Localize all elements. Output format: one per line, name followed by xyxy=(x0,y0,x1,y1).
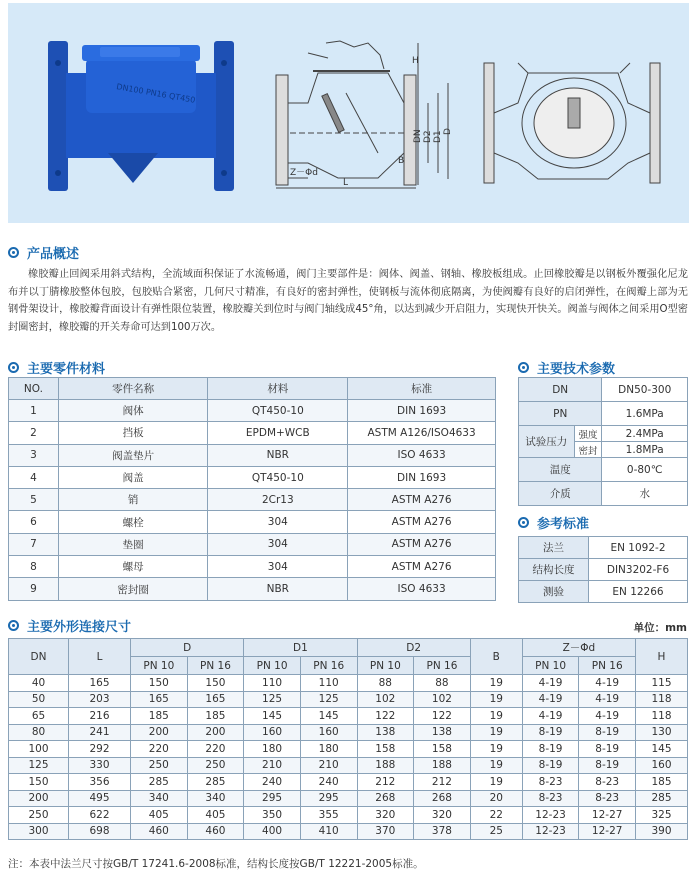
cell: 285 xyxy=(131,774,188,791)
cell: 188 xyxy=(357,757,414,774)
tech-table xyxy=(518,377,688,506)
cell: 158 xyxy=(357,741,414,758)
cell: 180 xyxy=(244,741,301,758)
cell: 2 xyxy=(9,422,59,444)
valve-photo xyxy=(48,41,234,191)
parts-heading xyxy=(8,358,105,377)
table-row xyxy=(9,533,496,555)
col-header: 零件名称 xyxy=(58,378,208,400)
valve-body-marking: DN100 PN16 QT450 xyxy=(115,82,196,105)
col-header: 标准 xyxy=(348,378,496,400)
table-row xyxy=(9,741,688,758)
cell: 200 xyxy=(187,724,244,741)
cell: 292 xyxy=(69,741,131,758)
table-row xyxy=(9,708,688,725)
cell: 25 xyxy=(470,823,522,840)
cell: 螺栓 xyxy=(58,511,208,533)
col-subheader: PN 16 xyxy=(300,657,357,675)
cell: 125 xyxy=(300,691,357,708)
cell: 268 xyxy=(414,790,471,807)
cell: 185 xyxy=(131,708,188,725)
cell: 285 xyxy=(187,774,244,791)
table-row xyxy=(9,724,688,741)
cell: ASTM A276 xyxy=(348,533,496,555)
cell: 241 xyxy=(69,724,131,741)
cell: 19 xyxy=(470,774,522,791)
dimensions-table xyxy=(8,638,688,840)
cell: 304 xyxy=(208,533,348,555)
cell: 4-19 xyxy=(522,691,579,708)
cell: 密封圈 xyxy=(58,578,208,600)
cell: 8-23 xyxy=(522,774,579,791)
footnote: 注：本表中法兰尺寸按GB/T 17241.6-2008标准，结构长度按GB/T 12221-2005标准。 xyxy=(8,858,424,870)
col-header: B xyxy=(470,639,522,675)
cell: 212 xyxy=(414,774,471,791)
cell: 125 xyxy=(9,757,69,774)
label-D1: D1 xyxy=(433,130,443,143)
cell: 378 xyxy=(414,823,471,840)
circle-dot-icon xyxy=(8,620,19,631)
cell: 320 xyxy=(357,807,414,824)
cell: 7 xyxy=(9,533,59,555)
cell: 19 xyxy=(470,724,522,741)
col-header: Z－Φd xyxy=(522,639,635,657)
parts-title: 主要零件材料 xyxy=(27,362,106,377)
parts-header-row xyxy=(9,378,496,400)
cell: 220 xyxy=(131,741,188,758)
cell: 1 xyxy=(9,400,59,422)
cell: QT450-10 xyxy=(208,466,348,488)
dims-header-row xyxy=(9,639,688,657)
cell: 622 xyxy=(69,807,131,824)
cell: NBR xyxy=(208,444,348,466)
cell: 240 xyxy=(300,774,357,791)
col-header: D1 xyxy=(244,639,357,657)
cell: 8-19 xyxy=(522,757,579,774)
valve-illustrations xyxy=(8,3,689,223)
table-row xyxy=(519,458,688,482)
tech-label: PN xyxy=(519,402,602,426)
cell: 180 xyxy=(300,741,357,758)
cell: 125 xyxy=(244,691,301,708)
cell: 200 xyxy=(9,790,69,807)
cell: 22 xyxy=(470,807,522,824)
cell: 216 xyxy=(69,708,131,725)
table-row xyxy=(519,581,688,603)
cell: 160 xyxy=(244,724,301,741)
cell: 118 xyxy=(636,708,688,725)
cell: 12-23 xyxy=(522,823,579,840)
cell: 250 xyxy=(9,807,69,824)
cell: 102 xyxy=(414,691,471,708)
cell: 19 xyxy=(470,675,522,692)
cell: 8-23 xyxy=(579,774,636,791)
table-row xyxy=(9,556,496,578)
tech-label: 温度 xyxy=(519,458,602,482)
cell: 145 xyxy=(636,741,688,758)
label-H: H xyxy=(412,56,419,66)
standards-table xyxy=(518,536,688,603)
cell: 165 xyxy=(131,691,188,708)
col-header: D xyxy=(131,639,244,657)
cell: 405 xyxy=(131,807,188,824)
cell: 460 xyxy=(187,823,244,840)
cell: 9 xyxy=(9,578,59,600)
cell: 12-27 xyxy=(579,823,636,840)
cell: 250 xyxy=(131,757,188,774)
cell: 销 xyxy=(58,489,208,511)
cell: EPDM+WCB xyxy=(208,422,348,444)
label-B: B xyxy=(398,156,405,166)
cell: 100 xyxy=(9,741,69,758)
cell: 145 xyxy=(300,708,357,725)
cell: 4-19 xyxy=(579,675,636,692)
cell: 340 xyxy=(131,790,188,807)
cell: 355 xyxy=(300,807,357,824)
cell: 螺母 xyxy=(58,556,208,578)
table-row xyxy=(519,482,688,506)
cell: 210 xyxy=(300,757,357,774)
cell: 8-19 xyxy=(579,741,636,758)
cell: 405 xyxy=(187,807,244,824)
col-subheader: PN 10 xyxy=(522,657,579,675)
tech-sublabel: 强度 xyxy=(574,426,602,442)
tech-value: 0-80℃ xyxy=(602,458,688,482)
cell: 6 xyxy=(9,511,59,533)
tech-sublabel: 密封 xyxy=(574,442,602,458)
table-row xyxy=(9,444,496,466)
cell: 8-19 xyxy=(522,741,579,758)
cell: 160 xyxy=(300,724,357,741)
cell: 19 xyxy=(470,708,522,725)
cell: 495 xyxy=(69,790,131,807)
section-drawing xyxy=(276,41,448,188)
cell: ISO 4633 xyxy=(348,578,496,600)
cell: 188 xyxy=(414,757,471,774)
col-subheader: PN 16 xyxy=(414,657,471,675)
cell: 50 xyxy=(9,691,69,708)
cell: 268 xyxy=(357,790,414,807)
cell: 150 xyxy=(187,675,244,692)
cell: 88 xyxy=(414,675,471,692)
col-header: H xyxy=(636,639,688,675)
cell: 295 xyxy=(244,790,301,807)
cell: 212 xyxy=(357,774,414,791)
cell: 350 xyxy=(244,807,301,824)
std-label: 测验 xyxy=(519,581,589,603)
table-row xyxy=(9,489,496,511)
cell: 340 xyxy=(187,790,244,807)
table-row xyxy=(9,675,688,692)
parts-table xyxy=(8,377,496,601)
product-image-banner xyxy=(8,3,689,223)
cell: 185 xyxy=(636,774,688,791)
tech-label: DN xyxy=(519,378,602,402)
cell: 285 xyxy=(636,790,688,807)
cell: 356 xyxy=(69,774,131,791)
cell: 320 xyxy=(414,807,471,824)
table-row xyxy=(9,774,688,791)
drawing-labels xyxy=(290,56,453,188)
cell: 150 xyxy=(9,774,69,791)
cell: 4 xyxy=(9,466,59,488)
table-row xyxy=(9,422,496,444)
cell: 4-19 xyxy=(579,691,636,708)
cell: 40 xyxy=(9,675,69,692)
cell: 垫圈 xyxy=(58,533,208,555)
std-label: 结构长度 xyxy=(519,559,589,581)
std-value: DIN3202-F6 xyxy=(589,559,688,581)
cell: 19 xyxy=(470,757,522,774)
cell: 5 xyxy=(9,489,59,511)
cell: 110 xyxy=(300,675,357,692)
table-row xyxy=(519,537,688,559)
col-subheader: PN 10 xyxy=(357,657,414,675)
tech-value: DN50-300 xyxy=(602,378,688,402)
table-row xyxy=(9,823,688,840)
cell: 4-19 xyxy=(522,675,579,692)
cell: 460 xyxy=(131,823,188,840)
std-value: EN 12266 xyxy=(589,581,688,603)
table-row xyxy=(519,559,688,581)
cell: 698 xyxy=(69,823,131,840)
col-header: DN xyxy=(9,639,69,675)
table-row xyxy=(9,511,496,533)
cell: 阀盖垫片 xyxy=(58,444,208,466)
cell: ASTM A276 xyxy=(348,489,496,511)
cell: 102 xyxy=(357,691,414,708)
cell: 阀体 xyxy=(58,400,208,422)
overview-heading xyxy=(8,243,79,262)
cell: 400 xyxy=(244,823,301,840)
cell: 19 xyxy=(470,741,522,758)
unit-label: 单位：mm xyxy=(633,622,687,634)
cell: DIN 1693 xyxy=(348,400,496,422)
col-subheader: PN 16 xyxy=(579,657,636,675)
standards-heading xyxy=(518,513,589,532)
cell: 325 xyxy=(636,807,688,824)
cell: QT450-10 xyxy=(208,400,348,422)
table-row xyxy=(9,807,688,824)
table-row xyxy=(9,578,496,600)
cell: 295 xyxy=(300,790,357,807)
cell: 138 xyxy=(414,724,471,741)
tech-label: 试验压力 xyxy=(519,426,575,458)
cell: 220 xyxy=(187,741,244,758)
end-view-drawing xyxy=(484,63,660,183)
tech-title: 主要技术参数 xyxy=(537,362,616,377)
cell: 2Cr13 xyxy=(208,489,348,511)
table-row xyxy=(9,691,688,708)
cell: 8-19 xyxy=(522,724,579,741)
tech-heading xyxy=(518,358,615,377)
circle-dot-icon xyxy=(518,362,529,373)
table-row xyxy=(519,378,688,402)
cell: 20 xyxy=(470,790,522,807)
cell: 150 xyxy=(131,675,188,692)
cell: ASTM A276 xyxy=(348,511,496,533)
cell: 8-23 xyxy=(522,790,579,807)
cell: 158 xyxy=(414,741,471,758)
standards-title: 参考标准 xyxy=(537,517,590,532)
label-L: L xyxy=(343,178,349,188)
cell: 4-19 xyxy=(579,708,636,725)
cell: 88 xyxy=(357,675,414,692)
circle-dot-icon xyxy=(518,517,529,528)
col-header: D2 xyxy=(357,639,470,657)
col-subheader: PN 16 xyxy=(187,657,244,675)
cell: 12-23 xyxy=(522,807,579,824)
cell: 300 xyxy=(9,823,69,840)
cell: 240 xyxy=(244,774,301,791)
cell: 390 xyxy=(636,823,688,840)
tech-value: 2.4MPa xyxy=(602,426,688,442)
overview-title: 产品概述 xyxy=(27,247,80,262)
std-label: 法兰 xyxy=(519,537,589,559)
table-row xyxy=(9,466,496,488)
table-row xyxy=(9,757,688,774)
cell: 65 xyxy=(9,708,69,725)
table-row xyxy=(9,790,688,807)
cell: 115 xyxy=(636,675,688,692)
tech-label: 介质 xyxy=(519,482,602,506)
cell: 3 xyxy=(9,444,59,466)
overview-paragraph: 橡胶瓣止回阀采用斜式结构，全流域面积保证了水流畅通，阀门主要部件是：阀体、阀盖、钢轴、橡胶板组成。止回橡胶瓣是以钢板外覆强化尼龙布并以丁腈橡胶整体包胶，包胶贴合紧密，几何尺寸精准，有良好的密封弹性，使钢板与流体彻底隔离，为使阀瓣有良好的启闭弹性，在阀瓣上部为无钢骨架设计，橡胶瓣背面设计有弹性限位装置，橡胶瓣关到位时与阀门轴线成45°角，以达到减少开启阻力，实现快开快关。阀盖与阀体之间采用O型密封圈密封，橡胶瓣的开关寿命可达到100万次。 xyxy=(8,269,688,333)
cell: 410 xyxy=(300,823,357,840)
col-header: 材料 xyxy=(208,378,348,400)
cell: 122 xyxy=(357,708,414,725)
cell: 80 xyxy=(9,724,69,741)
cell: 19 xyxy=(470,691,522,708)
cell: 8 xyxy=(9,556,59,578)
cell: 130 xyxy=(636,724,688,741)
cell: 阀盖 xyxy=(58,466,208,488)
cell: DIN 1693 xyxy=(348,466,496,488)
cell: 8-23 xyxy=(579,790,636,807)
col-subheader: PN 10 xyxy=(244,657,301,675)
cell: 370 xyxy=(357,823,414,840)
cell: 200 xyxy=(131,724,188,741)
cell: 250 xyxy=(187,757,244,774)
table-row xyxy=(9,400,496,422)
col-header: L xyxy=(69,639,131,675)
tech-value: 1.8MPa xyxy=(602,442,688,458)
col-subheader: PN 10 xyxy=(131,657,188,675)
label-D: D xyxy=(443,128,453,135)
cell: 8-19 xyxy=(579,724,636,741)
cell: 110 xyxy=(244,675,301,692)
cell: ASTM A276 xyxy=(348,556,496,578)
cell: 203 xyxy=(69,691,131,708)
cell: 304 xyxy=(208,511,348,533)
dims-heading xyxy=(8,616,131,635)
cell: NBR xyxy=(208,578,348,600)
cell: 118 xyxy=(636,691,688,708)
tech-value: 1.6MPa xyxy=(602,402,688,426)
table-row xyxy=(519,402,688,426)
label-Zphid: Z－Φd xyxy=(290,168,318,178)
cell: ISO 4633 xyxy=(348,444,496,466)
cell: 138 xyxy=(357,724,414,741)
cell: 185 xyxy=(187,708,244,725)
cell: 304 xyxy=(208,556,348,578)
cell: 4-19 xyxy=(522,708,579,725)
std-value: EN 1092-2 xyxy=(589,537,688,559)
dims-body xyxy=(9,675,688,840)
cell: 160 xyxy=(636,757,688,774)
cell: 8-19 xyxy=(579,757,636,774)
cell: 210 xyxy=(244,757,301,774)
circle-dot-icon xyxy=(8,362,19,373)
cell: 挡板 xyxy=(58,422,208,444)
cell: 145 xyxy=(244,708,301,725)
col-header: NO. xyxy=(9,378,59,400)
table-row xyxy=(519,426,688,442)
cell: 165 xyxy=(69,675,131,692)
label-D2: D2 xyxy=(423,130,433,143)
cell: 165 xyxy=(187,691,244,708)
cell: 12-27 xyxy=(579,807,636,824)
cell: 122 xyxy=(414,708,471,725)
label-DN: DN xyxy=(413,129,423,143)
cell: ASTM A126/ISO4633 xyxy=(348,422,496,444)
cell: 330 xyxy=(69,757,131,774)
dims-title: 主要外形连接尺寸 xyxy=(27,620,132,635)
tech-value: 水 xyxy=(602,482,688,506)
circle-dot-icon xyxy=(8,247,19,258)
